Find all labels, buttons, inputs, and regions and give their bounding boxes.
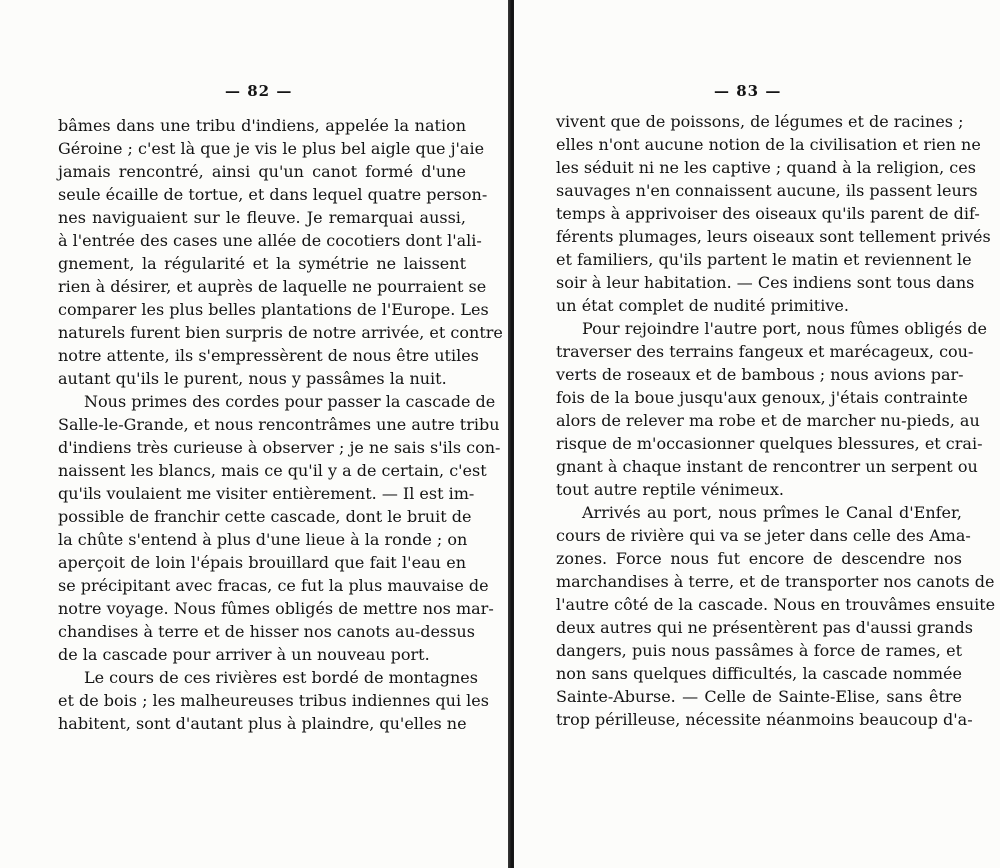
text-line: naissent les blancs, mais ce qu'il y a de certain, c'est (58, 461, 487, 480)
text-line: d'indiens très curieuse à observer ; je ne sais s'ils con- (58, 438, 501, 457)
text-line: dangers, puis nous passâmes à force de rames, et (556, 641, 962, 660)
text-line: les séduit ni ne les captive ; quand à la religion, ces (556, 158, 976, 177)
right-page-text (556, 110, 996, 731)
text-line: traverser des terrains fangeux et marécageux, cou- (556, 342, 974, 361)
left-page-text (58, 114, 503, 735)
page-number-right: — 83 — (714, 82, 782, 100)
text-line: tout autre reptile vénimeux. (556, 480, 784, 499)
right-page (514, 0, 1000, 868)
text-line: nes naviguaient sur le fleuve. Je remarquai aussi, (58, 208, 466, 227)
text-line: Pour rejoindre l'autre port, nous fûmes obligés de (582, 319, 988, 338)
page-number-left: — 82 — (225, 82, 293, 100)
text-line: rien à désirer, et auprès de laquelle ne pourraient se (58, 277, 487, 296)
text-line: seule écaille de tortue, et dans lequel quatre person- (58, 185, 488, 204)
text-line: Géroine ; c'est là que je vis le plus bel aigle que j'aie (58, 139, 485, 158)
text-line: sauvages n'en connaissent aucune, ils passent leurs (556, 181, 978, 200)
text-line: gnant à chaque instant de rencontrer un serpent ou (556, 457, 978, 476)
text-line: à l'entrée des cases une allée de cocotiers dont l'ali- (58, 231, 482, 250)
text-line: notre voyage. Nous fûmes obligés de mettre nos mar- (58, 599, 494, 618)
text-line: trop périlleuse, nécessite néanmoins beaucoup d'a- (556, 710, 973, 729)
text-line: alors de relever ma robe et de marcher nu-pieds, au (556, 411, 980, 430)
text-line: Le cours de ces rivières est bordé de montagnes (84, 668, 478, 687)
text-line: qu'ils voulaient me visiter entièrement. — Il est im- (58, 484, 475, 503)
text-line: possible de franchir cette cascade, dont le bruit de (58, 507, 472, 526)
text-line: verts de roseaux et de bambous ; nous avions par- (556, 365, 964, 384)
text-line: zones. Force nous fut encore de descendre nos (556, 549, 962, 568)
text-line: et familiers, qu'ils partent le matin et reviennent le (556, 250, 972, 269)
text-line: naturels furent bien surpris de notre arrivée, et contre (58, 323, 503, 342)
text-line: et de bois ; les malheureuses tribus indiennes qui les (58, 691, 489, 710)
text-line: temps à apprivoiser des oiseaux qu'ils parent de dif- (556, 204, 980, 223)
text-line: autant qu'ils le purent, nous y passâmes la nuit. (58, 369, 447, 388)
text-line: elles n'ont aucune notion de la civilisation et rien ne (556, 135, 981, 154)
text-line: un état complet de nudité primitive. (556, 296, 849, 315)
text-line: cours de rivière qui va se jeter dans celle des Ama- (556, 526, 971, 545)
text-line: habitent, sont d'autant plus à plaindre, qu'elles ne (58, 714, 467, 733)
text-line: risque de m'occasionner quelques blessures, et crai- (556, 434, 983, 453)
text-line: Sainte-Aburse. — Celle de Sainte-Elise, sans être (556, 687, 962, 706)
text-line: comparer les plus belles plantations de l'Europe. Les (58, 300, 489, 319)
text-line: Nous primes des cordes pour passer la cascade de (84, 392, 496, 411)
text-line: Salle-le-Grande, et nous rencontrâmes une autre tribu (58, 415, 500, 434)
text-line: de la cascade pour arriver à un nouveau port. (58, 645, 430, 664)
text-line: Arrivés au port, nous prîmes le Canal d'Enfer, (582, 503, 962, 522)
text-line: vivent que de poissons, de légumes et de racines ; (556, 112, 964, 131)
text-line: soir à leur habitation. — Ces indiens sont tous dans (556, 273, 975, 292)
text-line: non sans quelques difficultés, la cascade nommée (556, 664, 962, 683)
text-line: aperçoit de loin l'épais brouillard que fait l'eau en (58, 553, 466, 572)
text-line: férents plumages, leurs oiseaux sont tellement privés (556, 227, 991, 246)
text-line: jamais rencontré, ainsi qu'un canot formé d'une (58, 162, 466, 181)
text-line: gnement, la régularité et la symétrie ne laissent (58, 254, 466, 273)
text-line: se précipitant avec fracas, ce fut la plus mauvaise de (58, 576, 489, 595)
text-line: notre attente, ils s'empressèrent de nous être utiles (58, 346, 479, 365)
text-line: fois de la boue jusqu'aux genoux, j'étais contrainte (556, 388, 968, 407)
text-line: bâmes dans une tribu d'indiens, appelée la nation (58, 116, 466, 135)
text-line: la chûte s'entend à plus d'une lieue à la ronde ; on (58, 530, 468, 549)
text-line: deux autres qui ne présentèrent pas d'aussi grands (556, 618, 973, 637)
text-line: l'autre côté de la cascade. Nous en trouvâmes ensuite (556, 595, 996, 614)
text-line: chandises à terre et de hisser nos canots au-dessus (58, 622, 475, 641)
text-line: marchandises à terre, et de transporter nos canots de (556, 572, 995, 591)
